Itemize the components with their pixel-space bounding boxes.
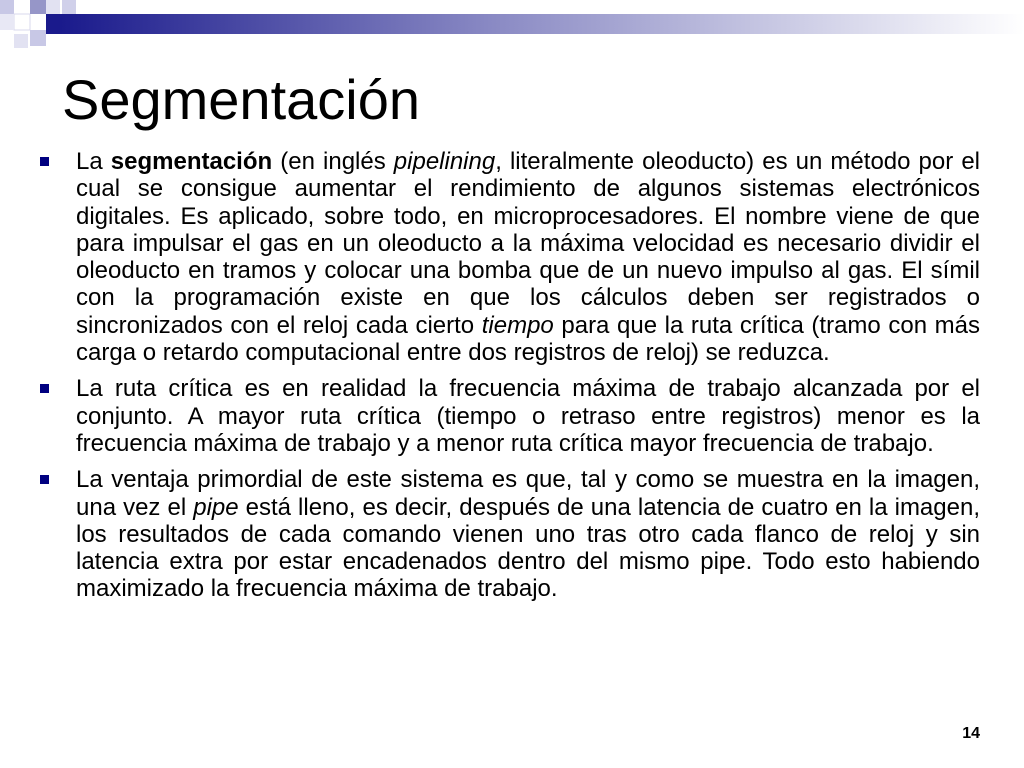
bullet-list — [36, 148, 980, 612]
text-segment-italic: tiempo — [481, 311, 554, 339]
deco-square-9 — [0, 14, 14, 30]
header-gradient-bar — [60, 14, 1024, 34]
bullet-item-1 — [36, 148, 980, 366]
text-segment: para que la ruta crítica (tramo con más carga o retardo computacional entre dos registros de reloj) se reduzca. — [76, 311, 980, 367]
bullet-item-2 — [36, 375, 980, 457]
bullet-text-2 — [76, 375, 980, 457]
slide-title: Segmentación — [62, 68, 421, 131]
square-bullet-icon — [40, 475, 49, 484]
text-segment-italic: pipelining — [393, 148, 496, 175]
text-segment: está lleno, es decir, después de una latencia de cuatro en la imagen, los resultados de cada comando vienen uno tras otro cada flanco de reloj y sin latencia extra por estar encadenados dentro del mismo pipe. Todo esto habiendo maximizado la frecuencia máxima de trabajo. — [76, 493, 980, 603]
deco-square-1 — [0, 0, 14, 14]
deco-square-4 — [46, 14, 62, 34]
text-segment: (en inglés — [272, 148, 394, 175]
deco-square-6 — [14, 34, 28, 48]
text-segment: La — [76, 148, 111, 175]
text-segment: , literalmente oleoducto) es un método por el cual se consigue aumentar el rendimiento de algunos sistemas electrónicos digitales. Es aplicado, sobre todo, en microprocesadores. El nombre viene de que para impulsar el gas en un oleoducto a la máxima velocidad es necesario dividir el oleoducto en tramos y colocar una bomba que de un nuevo impulso al gas. El símil con la programación existe en que los cálculos deben ser registrados o sincronizados con el reloj cada cierto — [76, 148, 980, 339]
deco-square-7 — [46, 0, 60, 14]
bullet-text-1 — [76, 148, 980, 366]
deco-square-3 — [30, 0, 46, 14]
text-segment-italic: pipe — [193, 493, 239, 521]
header-decoration — [0, 0, 1024, 60]
bullet-text-3 — [76, 466, 980, 602]
text-segment-bold: segmentación — [110, 148, 273, 175]
square-bullet-icon — [40, 157, 49, 166]
bullet-item-3 — [36, 466, 980, 602]
page-number: 14 — [962, 725, 980, 742]
square-bullet-icon — [40, 384, 49, 393]
text-segment: La ruta crítica es en realidad la frecuencia máxima de trabajo alcanzada por el conjunto. A mayor ruta crítica (tiempo o retraso entre registros) menor es la frecuencia máxima de trabajo y a menor ruta crítica mayor frecuencia de trabajo. — [76, 375, 980, 457]
deco-square-2 — [14, 14, 30, 30]
deco-square-8 — [62, 0, 76, 14]
deco-square-5 — [30, 30, 46, 46]
text-segment: La ventaja primordial de este sistema es que, tal y como se muestra en la imagen, una vez el — [76, 466, 980, 521]
header-decoration-graphic — [0, 0, 1024, 60]
